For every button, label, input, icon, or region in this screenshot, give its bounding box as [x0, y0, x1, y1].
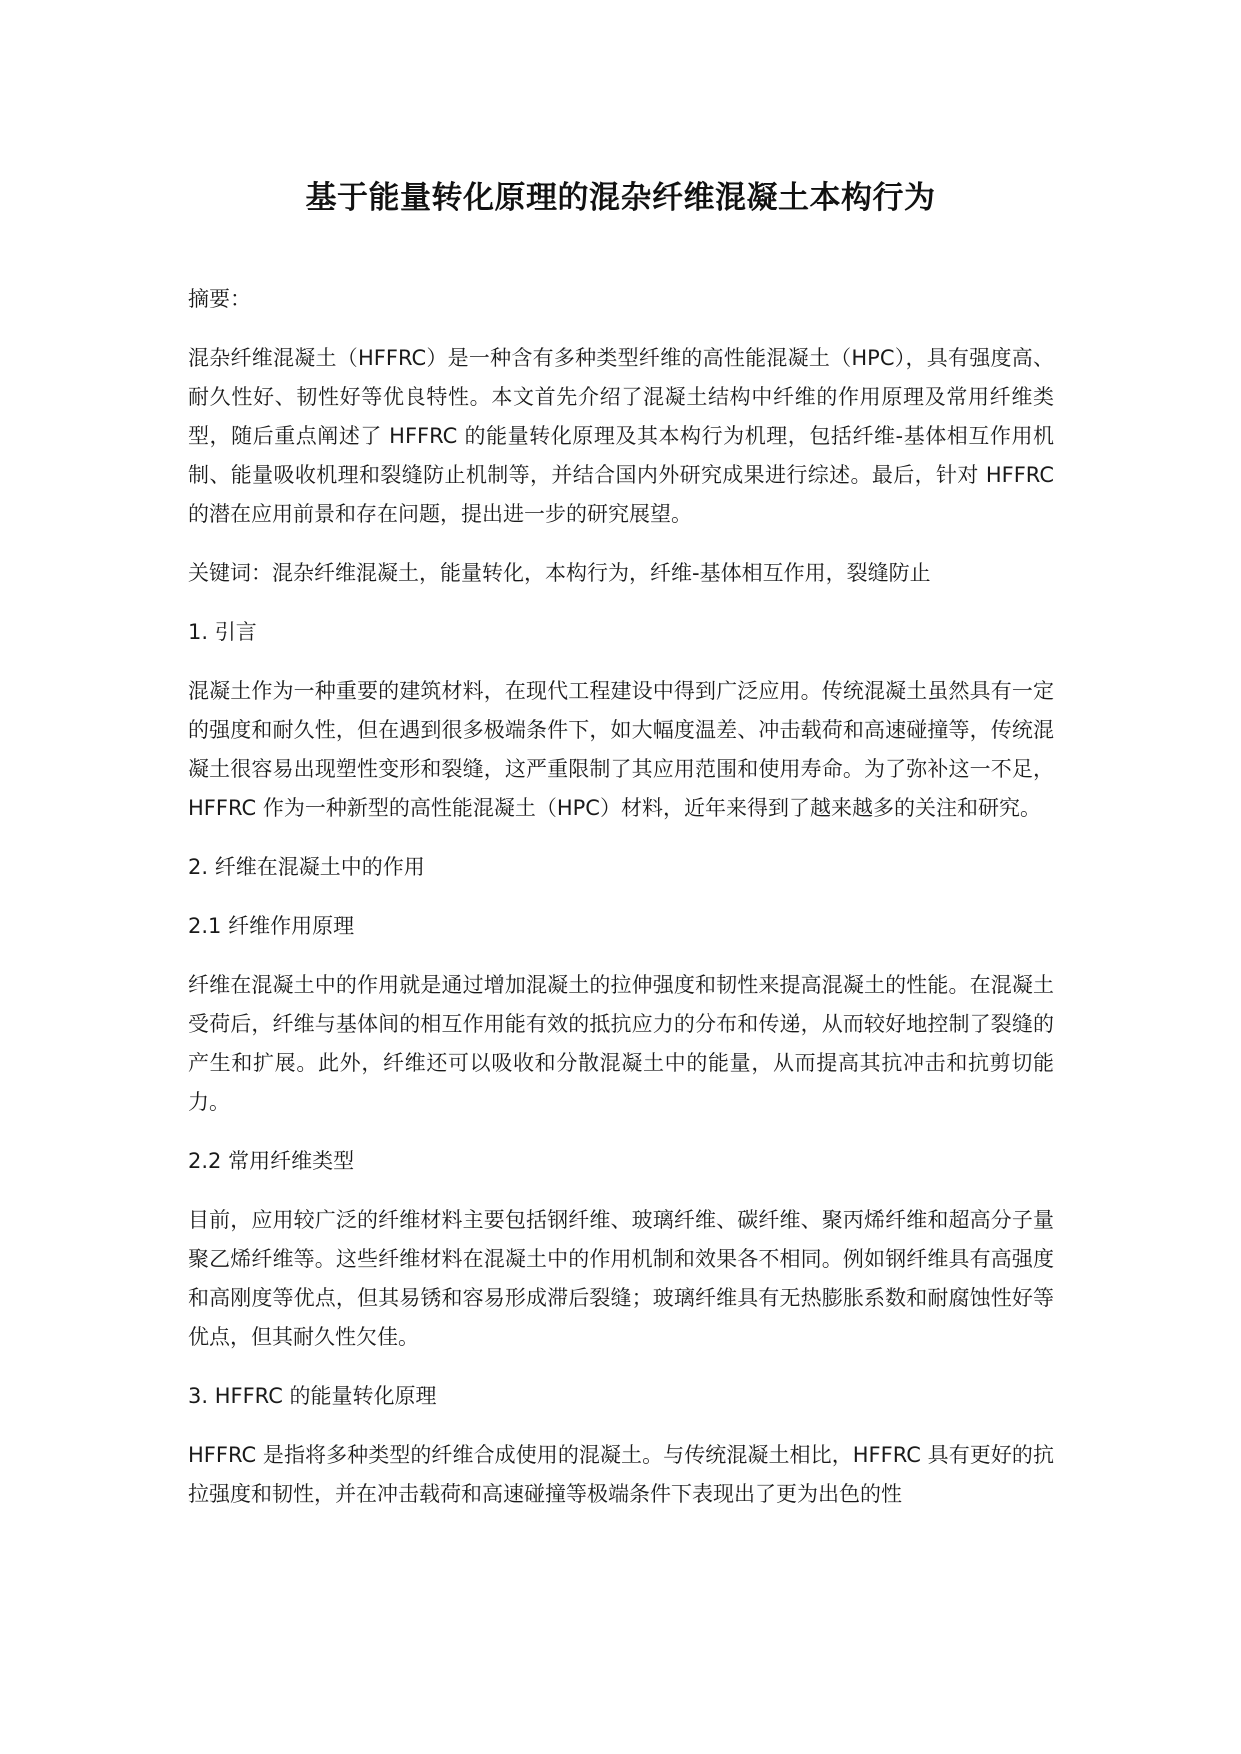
section-body-introduction: 混凝土作为一种重要的建筑材料，在现代工程建设中得到广泛应用。传统混凝土虽然具有一定的强度和耐久性，但在遇到很多极端条件下，如大幅度温差、冲击载荷和高速碰撞等，传统混凝土很容易出现塑性变形和裂缝，这严重限制了其应用范围和使用寿命。为了弥补这一不足，HFFRC 作为一种新型的高性能混凝土（HPC）材料，近年来得到了越来越多的关注和研究。 [188, 679, 1054, 820]
section-heading-fiber-role: 2. 纤维在混凝土中的作用 [188, 855, 425, 879]
document-body [188, 280, 1054, 1534]
abstract-text: 混杂纤维混凝土（HFFRC）是一种含有多种类型纤维的高性能混凝土（HPC），具有强度高、耐久性好、韧性好等优良特性。本文首先介绍了混凝土结构中纤维的作用原理及常用纤维类型，随后重点阐述了 HFFRC 的能量转化原理及其本构行为机理，包括纤维-基体相互作用机制、能量吸收机理和裂缝防止机制等，并结合国内外研究成果进行综述。最后，针对 HFFRC 的潜在应用前景和存在问题，提出进一步的研究展望。 [188, 346, 1054, 526]
abstract-label: 摘要： [188, 287, 251, 311]
section-body-fiber-principle: 纤维在混凝土中的作用就是通过增加混凝土的拉伸强度和韧性来提高混凝土的性能。在混凝土受荷后，纤维与基体间的相互作用能有效的抵抗应力的分布和传递，从而较好地控制了裂缝的产生和扩展。此外，纤维还可以吸收和分散混凝土中的能量，从而提高其抗冲击和抗剪切能力。 [188, 973, 1054, 1114]
section-body-fiber-types: 目前，应用较广泛的纤维材料主要包括钢纤维、玻璃纤维、碳纤维、聚丙烯纤维和超高分子量聚乙烯纤维等。这些纤维材料在混凝土中的作用机制和效果各不相同。例如钢纤维具有高强度和高刚度等优点，但其易锈和容易形成滞后裂缝；玻璃纤维具有无热膨胀系数和耐腐蚀性好等优点，但其耐久性欠佳。 [188, 1208, 1054, 1349]
document-title: 基于能量转化原理的混杂纤维混凝土本构行为 [305, 180, 936, 216]
section-heading-introduction: 1. 引言 [188, 620, 257, 644]
section-heading-fiber-principle: 2.1 纤维作用原理 [188, 914, 355, 938]
keywords-text: 关键词：混杂纤维混凝土，能量转化，本构行为，纤维-基体相互作用，裂缝防止 [188, 561, 931, 585]
section-body-energy-principle: HFFRC 是指将多种类型的纤维合成使用的混凝土。与传统混凝土相比，HFFRC 具有更好的抗拉强度和韧性，并在冲击载荷和高速碰撞等极端条件下表现出了更为出色的性 [188, 1443, 1054, 1506]
section-heading-fiber-types: 2.2 常用纤维类型 [188, 1149, 355, 1173]
section-heading-energy-principle: 3. HFFRC 的能量转化原理 [188, 1384, 437, 1408]
